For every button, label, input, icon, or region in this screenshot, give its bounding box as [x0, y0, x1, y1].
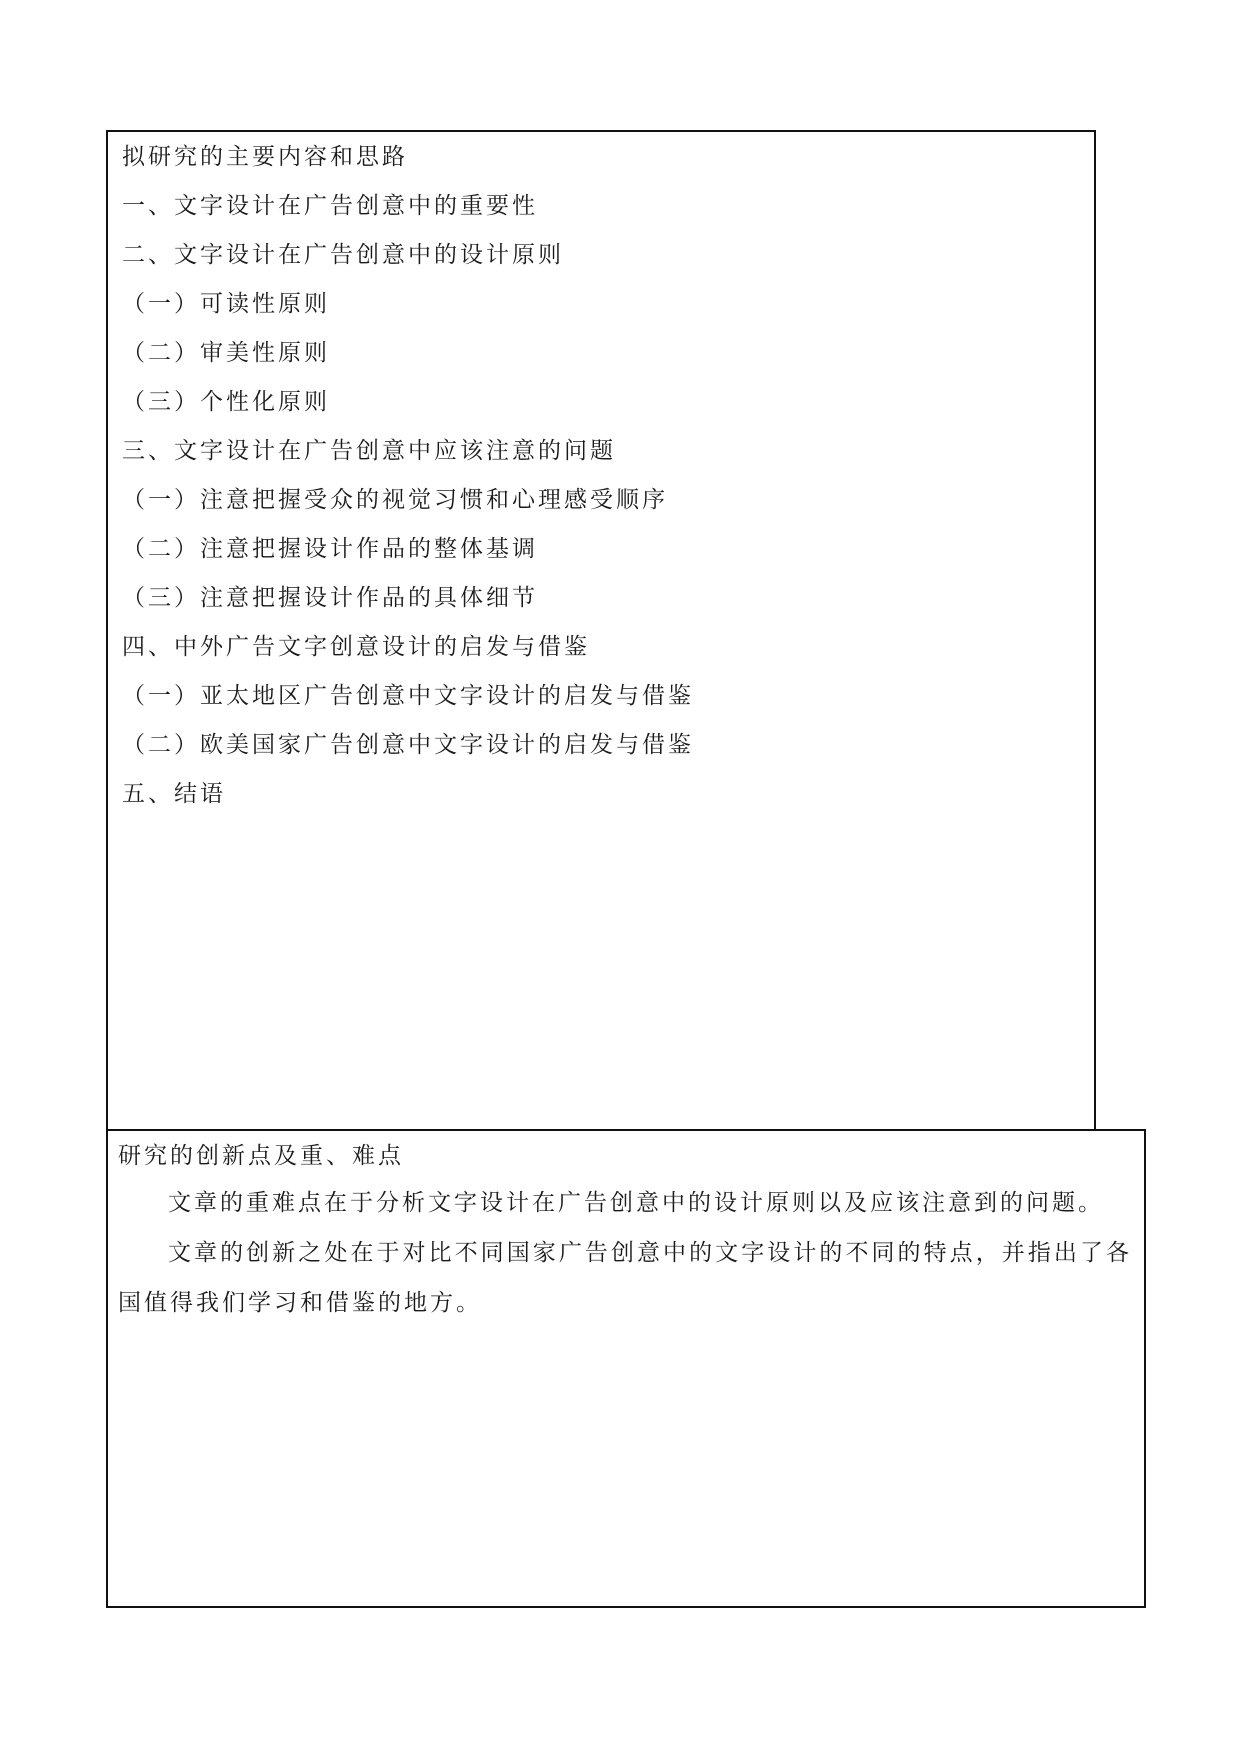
research-content-section [106, 130, 1096, 1131]
outline-item: 三、文字设计在广告创意中应该注意的问题 [122, 438, 616, 464]
outline-subitem: （三）个性化原则 [122, 389, 330, 415]
paragraph: 文章的创新之处在于对比不同国家广告创意中的文字设计的不同的特点，并指出了各国值得我们学习和借鉴的地方。 [118, 1240, 1132, 1316]
section-heading: 研究的创新点及重、难点 [118, 1143, 404, 1169]
outline-item: 二、文字设计在广告创意中的设计原则 [122, 242, 564, 268]
outline-subitem: （二）欧美国家广告创意中文字设计的启发与借鉴 [122, 732, 694, 758]
outline-subitem: （一）亚太地区广告创意中文字设计的启发与借鉴 [122, 683, 694, 709]
outline-item: 五、结语 [122, 781, 226, 807]
outline-item: 一、文字设计在广告创意中的重要性 [122, 193, 538, 219]
innovation-section [106, 1129, 1146, 1608]
outline-item: 四、中外广告文字创意设计的启发与借鉴 [122, 634, 590, 660]
paragraph: 文章的重难点在于分析文字设计在广告创意中的设计原则以及应该注意到的问题。 [168, 1190, 1104, 1216]
section-heading: 拟研究的主要内容和思路 [122, 144, 408, 170]
outline-subitem: （一）注意把握受众的视觉习惯和心理感受顺序 [122, 487, 668, 513]
outline-subitem: （二）注意把握设计作品的整体基调 [122, 536, 538, 562]
outline-subitem: （一）可读性原则 [122, 291, 330, 317]
outline-subitem: （二）审美性原则 [122, 340, 330, 366]
outline-subitem: （三）注意把握设计作品的具体细节 [122, 585, 538, 611]
